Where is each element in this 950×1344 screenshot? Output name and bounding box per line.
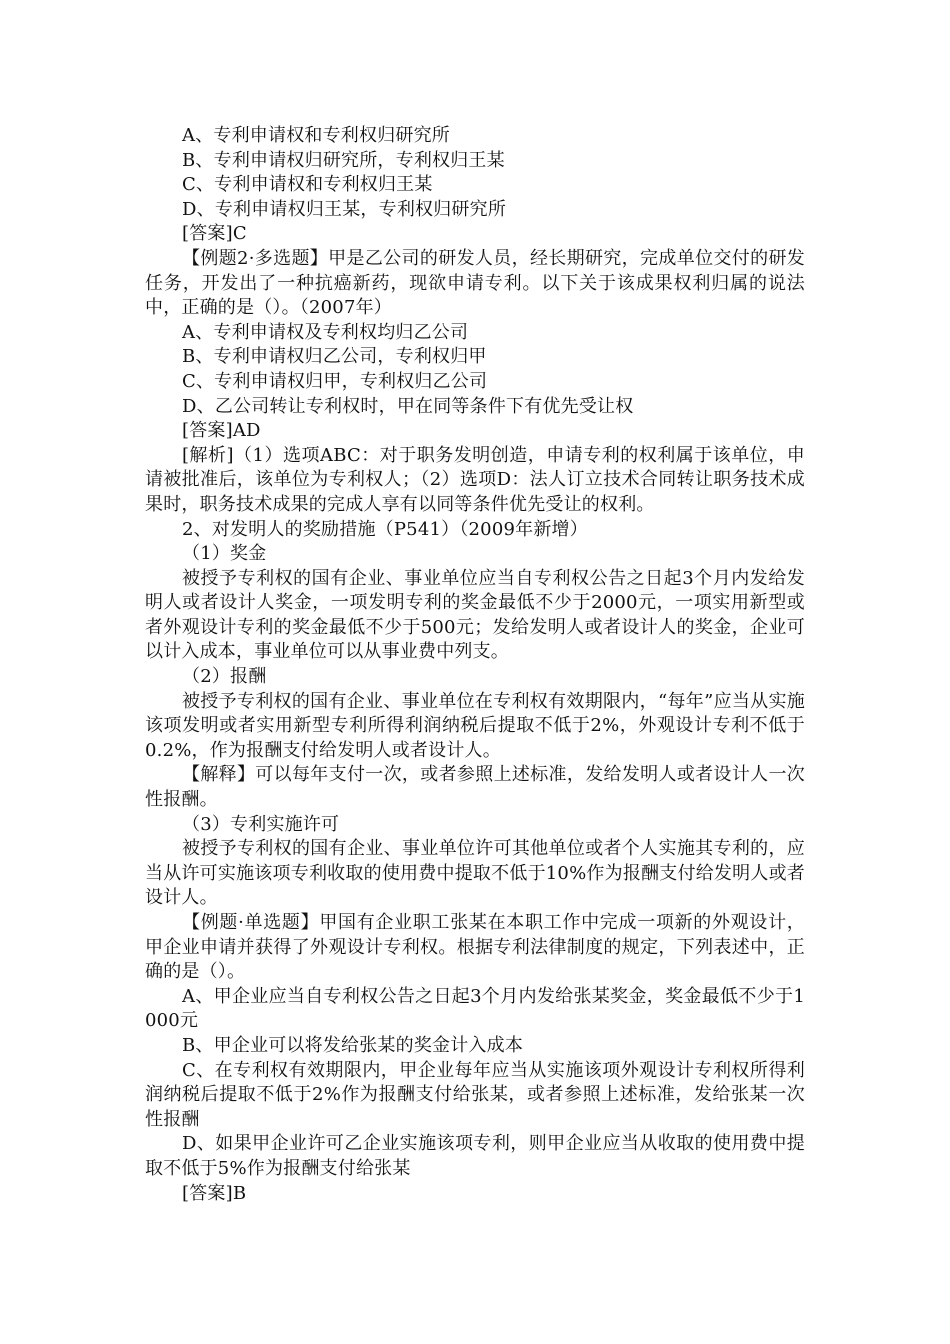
example-question: 【例题·单选题】甲国有企业职工张某在本职工作中完成一项新的外观设计，甲企业申请并获得了外观设计专利权。根据专利法律制度的规定，下列表述中，正确的是（）。	[145, 912, 805, 983]
option-a: A、甲企业应当自专利权公告之日起3个月内发给张某奖金，奖金最低不少于1000元	[145, 985, 805, 1032]
option-d: D、如果甲企业许可乙企业实施该项专利，则甲企业应当从收取的使用费中提取不低于5%作为报酬支付给张某	[145, 1133, 805, 1179]
option-a: A、专利申请权和专利权归研究所	[182, 125, 450, 146]
body-paragraph: 被授予专利权的国有企业、事业单位在专利权有效期限内，“每年”应当从实施该项发明或者实用新型专利所得利润纳税后提取不低于2%，外观设计专利不低于0.2%，作为报酬支付给发明人或者设计人。	[145, 690, 805, 761]
document-body	[145, 124, 805, 1206]
answer: [答案]B	[182, 1182, 247, 1204]
subsection-heading: （3）专利实施许可	[182, 813, 340, 835]
option-c: C、专利申请权归甲，专利权归乙公司	[182, 370, 488, 392]
option-d: D、专利申请权归王某，专利权归研究所	[182, 198, 507, 220]
section-heading: 2、对发明人的奖励措施（P541）（2009年新增）	[182, 518, 588, 540]
option-c: C、在专利权有效期限内，甲企业每年应当从实施该项外观设计专利权所得利润纳税后提取不低于2%作为报酬支付给张某，或者参照上述标准，发给张某一次性报酬	[145, 1059, 805, 1130]
option-b: B、专利申请权归研究所，专利权归王某	[182, 149, 505, 171]
body-paragraph: 被授予专利权的国有企业、事业单位应当自专利权公告之日起3个月内发给发明人或者设计人奖金，一项发明专利的奖金最低不少于2000元，一项实用新型或者外观设计专利的奖金最低不少于500元；发给发明人或者设计人的奖金，企业可以计入成本，事业单位可以从事业费中列支。	[145, 567, 805, 663]
option-a: A、专利申请权及专利权均归乙公司	[182, 321, 469, 343]
body-paragraph: 被授予专利权的国有企业、事业单位许可其他单位或者个人实施其专利的，应当从许可实施该项专利收取的使用费中提取不低于10%作为报酬支付给发明人或者设计人。	[145, 838, 805, 909]
subsection-heading: （1）奖金	[182, 543, 267, 565]
option-b: B、专利申请权归乙公司，专利权归甲	[182, 346, 487, 368]
answer: [答案]AD	[182, 420, 261, 442]
analysis: [解析]（1）选项ABC：对于职务发明创造，申请专利的权利属于该单位，申请被批准后，该单位为专利权人；（2）选项D：法人订立技术合同转让职务技术成果时，职务技术成果的完成人享有以同等条件优先受让的权利。	[145, 444, 805, 515]
option-d: D、乙公司转让专利权时，甲在同等条件下有优先受让权	[182, 395, 634, 417]
option-b: B、甲企业可以将发给张某的奖金计入成本	[182, 1034, 524, 1056]
explanation: 【解释】可以每年支付一次，或者参照上述标准，发给发明人或者设计人一次性报酬。	[145, 764, 805, 811]
answer: [答案]C	[182, 223, 247, 245]
example-question: 【例题2·多选题】甲是乙公司的研发人员，经长期研究，完成单位交付的研发任务，开发出了一种抗癌新药，现欲申请专利。以下关于该成果权利归属的说法中，正确的是（）。（2007年）	[145, 247, 805, 319]
option-c: C、专利申请权和专利权归王某	[182, 174, 433, 196]
subsection-heading: （2）报酬	[182, 666, 267, 688]
